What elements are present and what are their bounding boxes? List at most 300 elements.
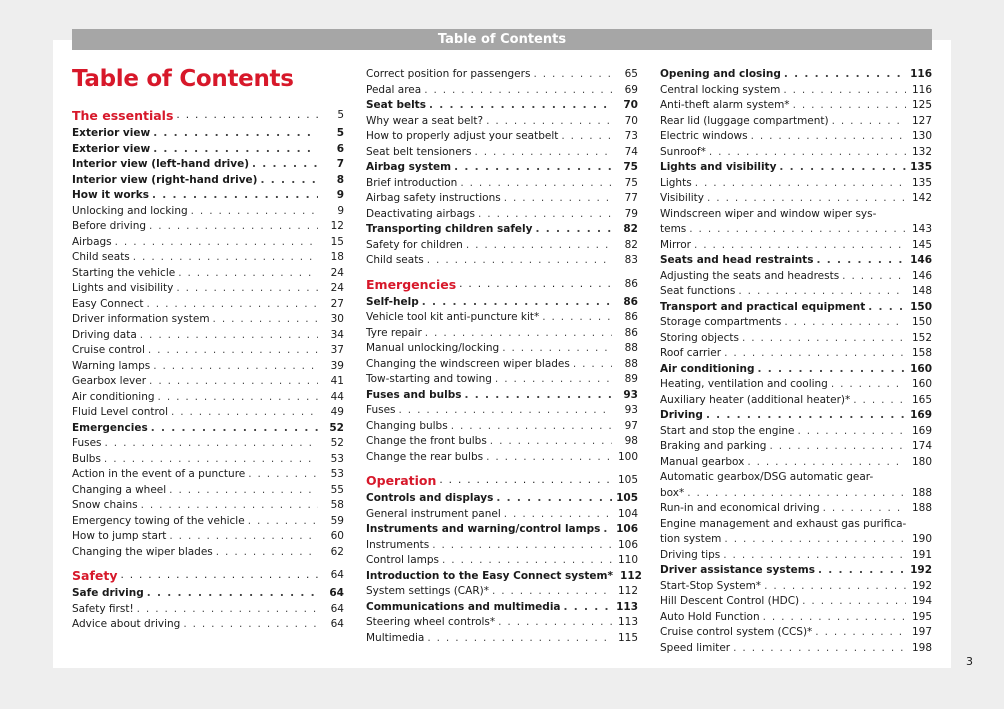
- toc-leader-dots: [169, 529, 318, 545]
- toc-leader-dots: [429, 98, 612, 114]
- toc-entry-label: Advice about driving: [72, 618, 181, 630]
- toc-entry[interactable]: [366, 507, 638, 523]
- toc-entry[interactable]: [660, 315, 932, 331]
- toc-entry-label: Braking and parking: [660, 440, 767, 452]
- toc-page-number: 37: [330, 344, 344, 356]
- toc-entry[interactable]: [366, 631, 638, 647]
- toc-entry[interactable]: [366, 67, 638, 83]
- toc-page-number: 115: [617, 631, 638, 644]
- toc-entry[interactable]: [366, 450, 638, 466]
- toc-page-number: 70: [623, 99, 638, 111]
- toc-entry-label: Windscreen wiper and window wiper sys-: [660, 207, 877, 220]
- toc-leader-dots: [779, 160, 906, 176]
- toc-entry[interactable]: [660, 579, 932, 595]
- toc-entry-label: Change the rear bulbs: [366, 450, 484, 463]
- toc-entry-label: How to properly adjust your seatbelt: [366, 130, 559, 142]
- toc-entry-label: Unlocking and locking: [72, 204, 188, 217]
- toc-section[interactable]: [660, 67, 932, 83]
- toc-leader-dots: [466, 238, 612, 254]
- toc-page-number: 53: [330, 468, 344, 480]
- toc-page-number: 105: [617, 474, 638, 486]
- toc-page-number: 174: [911, 440, 932, 452]
- toc-entry[interactable]: [660, 114, 932, 130]
- toc-entry-label: Correct position for passengers: [366, 68, 531, 80]
- toc-entry-label: Lights and visibility: [72, 282, 174, 294]
- toc-entry-label: Lights: [660, 176, 692, 189]
- toc-column-1: [72, 106, 344, 633]
- toc-entry[interactable]: [660, 501, 932, 517]
- toc-entry[interactable]: [72, 602, 344, 618]
- toc-entry[interactable]: [660, 176, 932, 192]
- toc-entry[interactable]: [660, 238, 932, 254]
- toc-chapter-label: Emergencies: [366, 276, 457, 292]
- toc-leader-dots: [140, 328, 318, 344]
- toc-leader-dots: [137, 602, 318, 618]
- toc-entry[interactable]: [72, 281, 344, 297]
- toc-entry-label: Seats and head restraints: [660, 254, 814, 266]
- toc-chapter[interactable]: [366, 471, 638, 490]
- toc-entry-label: Seat functions: [660, 285, 736, 297]
- toc-page-number: 30: [330, 313, 344, 325]
- toc-leader-dots: [784, 315, 906, 331]
- toc-page-number: 110: [617, 554, 638, 566]
- toc-page-number: 24: [330, 266, 344, 279]
- toc-entry[interactable]: [660, 269, 932, 285]
- toc-section[interactable]: [366, 522, 638, 538]
- toc-entry[interactable]: [72, 219, 344, 235]
- toc-entry-label: Sunroof*: [660, 145, 706, 158]
- toc-page-number: 116: [910, 68, 932, 80]
- toc-leader-dots: [120, 566, 318, 585]
- toc-entry[interactable]: [660, 129, 932, 145]
- toc-page-number: 116: [911, 83, 932, 96]
- toc-entry-label: Exterior view: [72, 142, 151, 155]
- toc-entry[interactable]: [366, 176, 638, 192]
- toc-entry-label: Pedal area: [366, 83, 422, 96]
- toc-entry-label: Manual unlocking/locking: [366, 342, 500, 354]
- toc-leader-dots: [689, 222, 906, 238]
- toc-leader-dots: [816, 253, 906, 269]
- toc-section[interactable]: [660, 408, 932, 424]
- toc-entry-label: Visibility: [660, 192, 705, 204]
- toc-entry[interactable]: [72, 405, 344, 421]
- toc-page-number: 12: [330, 220, 344, 232]
- toc-entry[interactable]: [660, 207, 932, 238]
- toc-entry[interactable]: [660, 145, 932, 161]
- toc-section[interactable]: [660, 563, 932, 579]
- toc-entry[interactable]: [72, 359, 344, 375]
- toc-entry-label: Rear lid (luggage compartment): [660, 114, 829, 127]
- toc-page-number: 192: [911, 579, 932, 592]
- toc-entry[interactable]: [72, 297, 344, 313]
- toc-page-number: 7: [336, 158, 344, 170]
- toc-page-number: 148: [911, 285, 932, 297]
- toc-section[interactable]: [366, 295, 638, 311]
- toc-entry-label: Control lamps: [366, 554, 440, 566]
- toc-page-number: 132: [911, 145, 932, 158]
- toc-entry[interactable]: [660, 517, 932, 548]
- toc-section[interactable]: [366, 222, 638, 238]
- toc-entry-label: Driving: [660, 409, 703, 421]
- toc-leader-dots: [769, 439, 906, 455]
- toc-entry-label: Air conditioning: [660, 362, 755, 375]
- toc-entry[interactable]: [366, 419, 638, 435]
- toc-column-2: [366, 67, 642, 646]
- toc-entry[interactable]: [366, 83, 638, 99]
- toc-page-number: 135: [910, 161, 932, 173]
- toc-entry[interactable]: [366, 253, 638, 269]
- toc-leader-dots: [153, 359, 318, 375]
- toc-leader-dots: [496, 491, 612, 507]
- toc-entry-label: Driving data: [72, 328, 137, 341]
- toc-entry[interactable]: [660, 377, 932, 393]
- toc-entry-label: Bulbs: [72, 452, 101, 465]
- toc-page-number: 188: [911, 502, 932, 514]
- toc-entry[interactable]: [366, 584, 638, 600]
- toc-leader-dots: [783, 83, 906, 99]
- toc-entry-label: Cruise control: [72, 344, 145, 356]
- toc-section[interactable]: [660, 253, 932, 269]
- toc-entry[interactable]: [366, 434, 638, 450]
- toc-entry[interactable]: [72, 374, 344, 390]
- toc-leader-dots: [149, 374, 318, 390]
- toc-page-number: 41: [330, 375, 344, 387]
- toc-section[interactable]: [72, 421, 344, 437]
- toc-page-number: 127: [911, 114, 932, 127]
- toc-leader-dots: [454, 160, 612, 176]
- toc-entry-label: Cruise control system (CCS)*: [660, 626, 813, 638]
- toc-chapter[interactable]: [72, 106, 344, 125]
- toc-entry[interactable]: [660, 641, 932, 657]
- toc-page-number: 165: [911, 393, 932, 406]
- toc-leader-dots: [502, 341, 612, 357]
- toc-page-number: 104: [617, 507, 638, 520]
- toc-page-number: 160: [911, 378, 932, 390]
- toc-leader-dots: [764, 579, 906, 595]
- toc-page-number: 150: [910, 300, 932, 313]
- toc-entry[interactable]: [72, 343, 344, 359]
- toc-entry-label: Mirror: [660, 238, 691, 251]
- toc-leader-dots: [191, 204, 318, 220]
- toc-leader-dots: [451, 419, 612, 435]
- toc-entry-label-continued: tion system: [660, 533, 722, 545]
- toc-page-number: 169: [911, 424, 932, 437]
- toc-column-3: [660, 67, 932, 656]
- toc-section[interactable]: [72, 142, 344, 158]
- toc-entry-label: Start and stop the engine: [660, 424, 795, 437]
- toc-leader-dots: [147, 297, 318, 313]
- toc-entry[interactable]: [72, 467, 344, 483]
- toc-page-number: 113: [616, 600, 638, 613]
- toc-entry-label: Opening and closing: [660, 68, 781, 80]
- toc-entry[interactable]: [72, 483, 344, 499]
- toc-page-number: 27: [330, 297, 344, 310]
- toc-leader-dots: [248, 467, 318, 483]
- toc-entry[interactable]: [366, 207, 638, 223]
- toc-entry[interactable]: [366, 372, 638, 388]
- toc-page-number: 15: [330, 235, 344, 248]
- toc-leader-dots: [216, 545, 318, 561]
- toc-page-number: 64: [330, 618, 344, 630]
- toc-entry-label: Interior view (left-hand drive): [72, 158, 249, 170]
- toc-entry-label: Roof carrier: [660, 347, 722, 359]
- toc-entry[interactable]: [72, 514, 344, 530]
- toc-leader-dots: [158, 390, 318, 406]
- toc-leader-dots: [832, 114, 906, 130]
- toc-page-number: 64: [329, 587, 344, 599]
- toc-page-number: 158: [911, 347, 932, 359]
- toc-leader-dots: [169, 483, 318, 499]
- toc-entry[interactable]: [366, 538, 638, 554]
- toc-leader-dots: [758, 362, 907, 378]
- toc-page-number: 160: [910, 362, 932, 375]
- toc-entry[interactable]: [366, 326, 638, 342]
- toc-section[interactable]: [660, 362, 932, 378]
- toc-page-number: 77: [624, 192, 638, 204]
- toc-leader-dots: [133, 250, 318, 266]
- toc-section[interactable]: [72, 586, 344, 602]
- toc-section[interactable]: [366, 98, 638, 114]
- toc-section[interactable]: [72, 188, 344, 204]
- toc-entry-label: Warning lamps: [72, 359, 151, 372]
- toc-leader-dots: [751, 129, 906, 145]
- toc-entry[interactable]: [660, 625, 932, 641]
- toc-page-number: 59: [330, 514, 344, 527]
- toc-entry-label: Snow chains: [72, 499, 138, 511]
- toc-entry[interactable]: [660, 610, 932, 626]
- toc-section[interactable]: [366, 491, 638, 507]
- toc-entry-label: Changing bulbs: [366, 419, 448, 432]
- toc-entry-label: Heating, ventilation and cooling: [660, 378, 828, 390]
- toc-entry-label: Airbag safety instructions: [366, 192, 501, 204]
- toc-entry[interactable]: [660, 594, 932, 610]
- toc-entry[interactable]: [660, 439, 932, 455]
- toc-entry-label: Storing objects: [660, 331, 739, 344]
- toc-leader-dots: [561, 129, 612, 145]
- toc-leader-dots: [707, 191, 906, 207]
- toc-leader-dots: [486, 114, 612, 130]
- toc-entry[interactable]: [660, 83, 932, 99]
- toc-page-number: 135: [911, 176, 932, 189]
- toc-leader-dots: [564, 600, 612, 616]
- toc-entry[interactable]: [660, 346, 932, 362]
- toc-section[interactable]: [366, 600, 638, 616]
- toc-leader-dots: [442, 553, 612, 569]
- toc-entry[interactable]: [660, 470, 932, 501]
- toc-entry[interactable]: [72, 328, 344, 344]
- toc-page-number: 64: [330, 602, 344, 615]
- toc-page-number: 88: [624, 357, 638, 370]
- toc-chapter[interactable]: [366, 275, 638, 294]
- toc-entry[interactable]: [72, 617, 344, 633]
- toc-page-number: 145: [911, 238, 932, 251]
- toc-entry[interactable]: [366, 145, 638, 161]
- toc-entry-label: Changing a wheel: [72, 483, 167, 496]
- toc-entry-label: How it works: [72, 189, 149, 201]
- toc-entry-label: Storage compartments: [660, 316, 782, 328]
- toc-section[interactable]: [72, 173, 344, 189]
- toc-entry[interactable]: [660, 191, 932, 207]
- toc-entry[interactable]: [366, 191, 638, 207]
- toc-entry[interactable]: [72, 312, 344, 328]
- toc-entry[interactable]: [660, 424, 932, 440]
- toc-leader-dots: [427, 631, 612, 647]
- toc-leader-dots: [478, 207, 612, 223]
- toc-entry[interactable]: [366, 403, 638, 419]
- toc-page-number: 74: [624, 145, 638, 158]
- toc-chapter-label: Safety: [72, 568, 118, 583]
- toc-leader-dots: [176, 281, 318, 297]
- toc-leader-dots: [853, 393, 906, 409]
- toc-page-number: 100: [617, 450, 638, 463]
- toc-entry-label-continued: tems: [660, 223, 687, 235]
- toc-page-number: 198: [911, 641, 932, 654]
- toc-entry[interactable]: [72, 529, 344, 545]
- toc-page-number: 62: [330, 545, 344, 558]
- toc-leader-dots: [687, 486, 906, 502]
- toc-entry-label: Emergency towing of the vehicle: [72, 514, 245, 527]
- toc-leader-dots: [733, 641, 906, 657]
- toc-entry-label: Easy Connect: [72, 297, 144, 310]
- header-bar: Table of Contents: [72, 29, 932, 50]
- toc-entry[interactable]: [72, 390, 344, 406]
- toc-page-number: 197: [911, 626, 932, 638]
- toc-entry-label: Exterior view: [72, 127, 151, 139]
- toc-leader-dots: [153, 142, 318, 158]
- toc-page-number: 34: [330, 328, 344, 341]
- toc-entry-label: Tyre repair: [366, 326, 422, 339]
- toc-leader-dots: [178, 266, 318, 282]
- toc-section[interactable]: [366, 569, 642, 585]
- page-title: Table of Contents: [72, 66, 294, 92]
- toc-entry[interactable]: [660, 98, 932, 114]
- page-number: 3: [966, 655, 973, 668]
- toc-section[interactable]: [660, 300, 932, 316]
- toc-entry[interactable]: [72, 545, 344, 561]
- toc-entry[interactable]: [72, 235, 344, 251]
- toc-entry[interactable]: [660, 455, 932, 471]
- toc-entry[interactable]: [660, 548, 932, 564]
- toc-leader-dots: [432, 538, 612, 554]
- toc-page-number: 82: [624, 238, 638, 251]
- toc-entry[interactable]: [366, 129, 638, 145]
- toc-leader-dots: [149, 219, 318, 235]
- toc-chapter[interactable]: [72, 566, 344, 585]
- toc-leader-dots: [797, 424, 906, 440]
- toc-entry-label: Gearbox lever: [72, 375, 147, 387]
- toc-leader-dots: [213, 312, 318, 328]
- toc-entry-label: Start-Stop System*: [660, 579, 762, 592]
- toc-entry-label: Fluid Level control: [72, 406, 168, 418]
- toc-entry[interactable]: [366, 357, 638, 373]
- toc-entry[interactable]: [72, 498, 344, 514]
- toc-entry-label: How to jump start: [72, 530, 167, 542]
- toc-entry-label: Changing the wiper blades: [72, 545, 213, 558]
- toc-section[interactable]: [660, 160, 932, 176]
- toc-leader-dots: [260, 173, 318, 189]
- toc-entry[interactable]: [660, 284, 932, 300]
- toc-entry[interactable]: [72, 452, 344, 468]
- toc-entry[interactable]: [366, 114, 638, 130]
- toc-entry-label: Communications and multimedia: [366, 600, 561, 613]
- toc-page-number: 180: [911, 455, 932, 468]
- toc-leader-dots: [498, 615, 612, 631]
- toc-leader-dots: [742, 331, 906, 347]
- toc-entry-label: Child seats: [366, 254, 424, 266]
- toc-page-number: 93: [623, 388, 638, 401]
- toc-entry-label: Tow-starting and towing: [366, 373, 492, 385]
- toc-entry[interactable]: [366, 238, 638, 254]
- toc-entry[interactable]: [366, 341, 638, 357]
- toc-entry-label: Self-help: [366, 295, 419, 308]
- toc-entry[interactable]: [660, 331, 932, 347]
- toc-leader-dots: [424, 83, 612, 99]
- toc-page-number: 6: [336, 142, 344, 155]
- toc-leader-dots: [147, 586, 318, 602]
- toc-page-number: 97: [624, 419, 638, 432]
- toc-entry[interactable]: [72, 436, 344, 452]
- toc-entry-label: Safety first!: [72, 602, 134, 615]
- toc-section[interactable]: [366, 160, 638, 176]
- toc-page-number: 86: [624, 277, 638, 290]
- toc-page-number: 152: [911, 331, 932, 344]
- toc-entry[interactable]: [366, 553, 638, 569]
- toc-section[interactable]: [72, 157, 344, 173]
- toc-leader-dots: [115, 235, 318, 251]
- toc-leader-dots: [105, 436, 318, 452]
- toc-entry[interactable]: [72, 250, 344, 266]
- toc-entry[interactable]: [72, 204, 344, 220]
- toc-section[interactable]: [72, 126, 344, 142]
- toc-entry-label: Fuses and bulbs: [366, 388, 462, 401]
- toc-page-number: 39: [330, 359, 344, 372]
- toc-entry-label: Introduction to the Easy Connect system*: [366, 569, 613, 582]
- toc-leader-dots: [460, 176, 612, 192]
- toc-leader-dots: [427, 253, 612, 269]
- toc-entry[interactable]: [660, 393, 932, 409]
- toc-entry-label: Transporting children safely: [366, 223, 533, 235]
- toc-entry-label: Multimedia: [366, 631, 425, 644]
- toc-page-number: 191: [911, 548, 932, 561]
- toc-leader-dots: [723, 548, 906, 564]
- toc-entry-label: Airbags: [72, 235, 112, 248]
- toc-page-number: 52: [330, 437, 344, 449]
- toc-entry-label: Controls and displays: [366, 492, 494, 504]
- toc-entry-label: Driver assistance systems: [660, 564, 815, 576]
- toc-entry-label: Auxiliary heater (additional heater)*: [660, 393, 851, 406]
- toc-entry-line2: [660, 222, 932, 238]
- toc-entry[interactable]: [72, 266, 344, 282]
- toc-page-number: 53: [330, 452, 344, 465]
- toc-entry-label: Adjusting the seats and headrests: [660, 269, 840, 282]
- toc-leader-dots: [747, 455, 906, 471]
- toc-leader-dots: [439, 471, 612, 490]
- toc-section[interactable]: [366, 388, 638, 404]
- toc-entry[interactable]: [366, 310, 638, 326]
- toc-page-number: 73: [624, 130, 638, 142]
- toc-entry-label: Automatic gearbox/DSG automatic gear-: [660, 471, 874, 483]
- toc-page-number: 113: [617, 616, 638, 628]
- toc-page-number: 83: [624, 254, 638, 266]
- toc-leader-dots: [422, 295, 612, 311]
- toc-entry-label: Why wear a seat belt?: [366, 114, 484, 127]
- toc-entry-label: System settings (CAR)*: [366, 585, 489, 597]
- toc-page-number: 93: [624, 404, 638, 416]
- toc-entry[interactable]: [366, 615, 638, 631]
- toc-entry-label: Emergencies: [72, 421, 148, 434]
- toc-page-number: 146: [911, 269, 932, 282]
- toc-page-number: 195: [911, 610, 932, 623]
